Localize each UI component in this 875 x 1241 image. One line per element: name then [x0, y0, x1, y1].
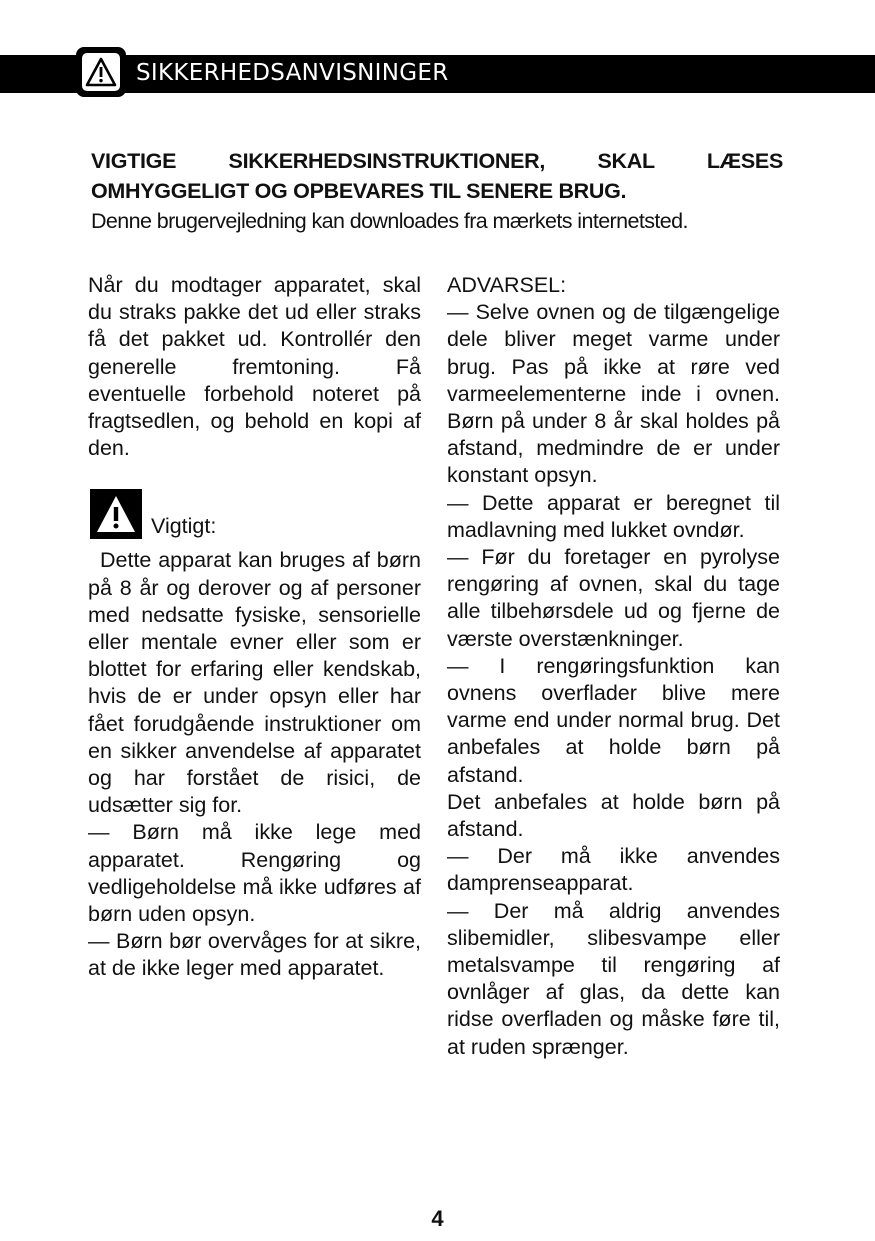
intro-block [91, 146, 783, 236]
warning-triangle-icon [85, 56, 117, 88]
warning-heading: ADVARSEL: [447, 273, 567, 297]
header-warning-badge [76, 47, 126, 97]
warning-triangle-icon [94, 493, 138, 535]
page-number: 4 [431, 1206, 444, 1231]
list-item: Det anbefales at holde børn på afstand. [447, 789, 780, 842]
important-label: Vigtigt: [151, 514, 217, 539]
download-note: Denne brugervejledning kan downloades fra mærkets internetsted. [91, 209, 688, 233]
list-item: — I rengøringsfunktion kan ovnens overflader blive mere varme end under normal brug. Det anbefales at holde børn på afstand. [447, 653, 780, 787]
list-item: — Børn må ikke lege med apparatet. Rengøring og vedligeholdelse må ikke udføres af børn uden opsyn. [88, 820, 421, 927]
list-item: — Der må aldrig anvendes slibemidler, slibesvampe eller metalsvampe til rengøring af ovnlåger af glas, da dette kan ridse overfladen og måske føre til, at ruden sprænger. [447, 898, 780, 1059]
important-icon-box [90, 489, 142, 539]
left-column [88, 272, 421, 983]
important-callout [88, 489, 421, 545]
children-paragraph: Dette apparat kan bruges af børn på 8 år og derover og af personer med nedsatte fysiske, sensorielle eller mentale evner eller som er blottet for erfaring eller kendskab, hvis de er under opsyn eller har fået forudgående instruktioner om en sikker anvendelse af apparatet og har forstået de risici, de udsætter sig for. [88, 548, 421, 818]
right-column [447, 272, 780, 1061]
list-item: — Før du foretager en pyrolyse rengøring af ovnen, skal du tage alle tilbehørsdele ud og fjerne de værste overstænkninger. [447, 545, 780, 651]
list-item: — Selve ovnen og de tilgængelige dele bliver meget varme under brug. Pas på ikke at røre ved varmeelementerne inde i ovnen. Børn på under 8 år skal holdes på afstand, medmindre de er under konstant opsyn. [447, 300, 780, 488]
list-item: — Der må ikke anvendes damprenseapparat. [447, 844, 780, 896]
list-item: — Dette apparat er beregnet til madlavning med lukket ovndør. [447, 490, 780, 542]
intro-warning-heading: VIGTIGE SIKKERHEDSINSTRUKTIONER, SKAL LÆSES OMHYGGELIGT OG OPBEVARES TIL SENERE BRUG. [91, 149, 783, 203]
section-title: SIKKERHEDSANVISNINGER [136, 60, 449, 86]
list-item: — Børn bør overvåges for at sikre, at de ikke leger med apparatet. [88, 929, 421, 981]
receipt-paragraph: Når du modtager apparatet, skal du straks pakke det ud eller straks få det pakket ud. Kontrollér den generelle fremtoning. Få eventuelle forbehold noteret på fragtsedlen, og behold en kopi af den. [88, 273, 421, 461]
